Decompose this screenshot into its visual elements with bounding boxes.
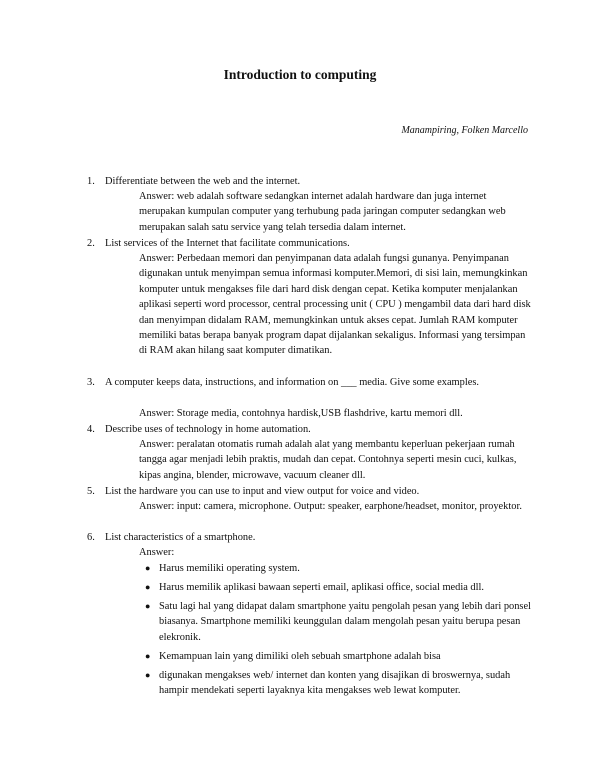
list-item: [139, 668, 531, 699]
question-text: Differentiate between the web and the internet.: [105, 176, 301, 187]
question-text: List characteristics of a smartphone.: [105, 532, 256, 543]
question-number: 1.: [87, 176, 95, 187]
question-number: 4.: [87, 424, 95, 435]
author-name: Manampiring, Folken Marcello: [401, 125, 528, 136]
list-item-text: digunakan mengakses web/ internet dan konten yang disajikan di broswernya, sudah hampir mendekati seperti layaknya kita mengakses web lewat komputer.: [159, 670, 511, 697]
answer-4: Answer: peralatan otomatis rumah adalah alat yang membantu keperluan pekerjaan rumah tangga agar menjadi lebih praktis, mudah dan cepat. Contohnya seperti mesin cuci, kulkas, kipas angina, blender, microwave, vacuum cleaner dll.: [139, 439, 517, 481]
question-number: 6.: [87, 532, 95, 543]
answer-5: Answer: input: camera, microphone. Output: speaker, earphone/headset, monitor, proyektor.: [139, 501, 522, 512]
question-text: A computer keeps data, instructions, and information on ___ media. Give some examples.: [105, 377, 479, 388]
document-title: Introduction to computing: [223, 67, 377, 82]
question-1: [87, 174, 527, 189]
question-text: Describe uses of technology in home automation.: [105, 424, 311, 435]
bullet-icon: ●: [145, 563, 151, 573]
question-number: 5.: [87, 486, 95, 497]
answer-1: Answer: web adalah software sedangkan internet adalah hardware dan juga internet merupakan kumpulan computer yang terhubung pada jaringan computer sedangkan web merupakan salah satu service yang telah tersedia dalam internet.: [139, 191, 506, 233]
list-item-text: Satu lagi hal yang didapat dalam smartphone yaitu pengolah pesan yang lebih dari ponsel biasanya. Smartphone memiliki keunggulan dalam mengolah pesan yaitu berupa pesan elekronik.: [159, 601, 531, 643]
question-4: [87, 422, 527, 437]
question-number: 3.: [87, 377, 95, 388]
question-3: [87, 375, 527, 390]
question-6: [87, 530, 527, 545]
bullet-icon: ●: [145, 601, 151, 611]
question-5: [87, 484, 527, 499]
question-text: List the hardware you can use to input and view output for voice and video.: [105, 486, 420, 497]
list-item: [139, 649, 531, 664]
question-number: 2.: [87, 238, 95, 249]
list-item: [139, 580, 531, 595]
question-2: [87, 236, 527, 251]
bullet-icon: ●: [145, 582, 151, 592]
answer-2: Answer: Perbedaan memori dan penyimpanan data adalah fungsi gunanya. Penyimpanan digunakan untuk menyimpan semua informasi komputer.Memori, di sisi lain, memungkinkan komputer untuk mengakses file dari hard disk dengan cepat. Ketika komputer menjalankan aplikasi seperti word processor, central processing unit ( CPU ) mengambil data dari hard disk dan menyimpan didalam RAM, memungkinkan untuk akses cepat. Jumlah RAM komputer memiliki batas berapa banyak program dapat dijalankan sekaligus. Informasi yang tersimpan di RAM akan hilang saat komputer dimatikan.: [139, 253, 531, 357]
list-item-text: Harus memilik aplikasi bawaan seperti email, aplikasi office, social media dll.: [159, 582, 484, 593]
bullet-icon: ●: [145, 670, 151, 680]
question-text: List services of the Internet that facilitate communications.: [105, 238, 350, 249]
list-item-text: Harus memiliki operating system.: [159, 563, 300, 574]
list-item: [139, 561, 531, 576]
list-item-text: Kemampuan lain yang dimiliki oleh sebuah smartphone adalah bisa: [159, 651, 441, 662]
bullet-icon: ●: [145, 651, 151, 661]
answer-6: Answer:: [139, 547, 175, 558]
answer-3: Answer: Storage media, contohnya hardisk,USB flashdrive, kartu memori dll.: [139, 408, 463, 419]
list-item: [139, 599, 531, 645]
